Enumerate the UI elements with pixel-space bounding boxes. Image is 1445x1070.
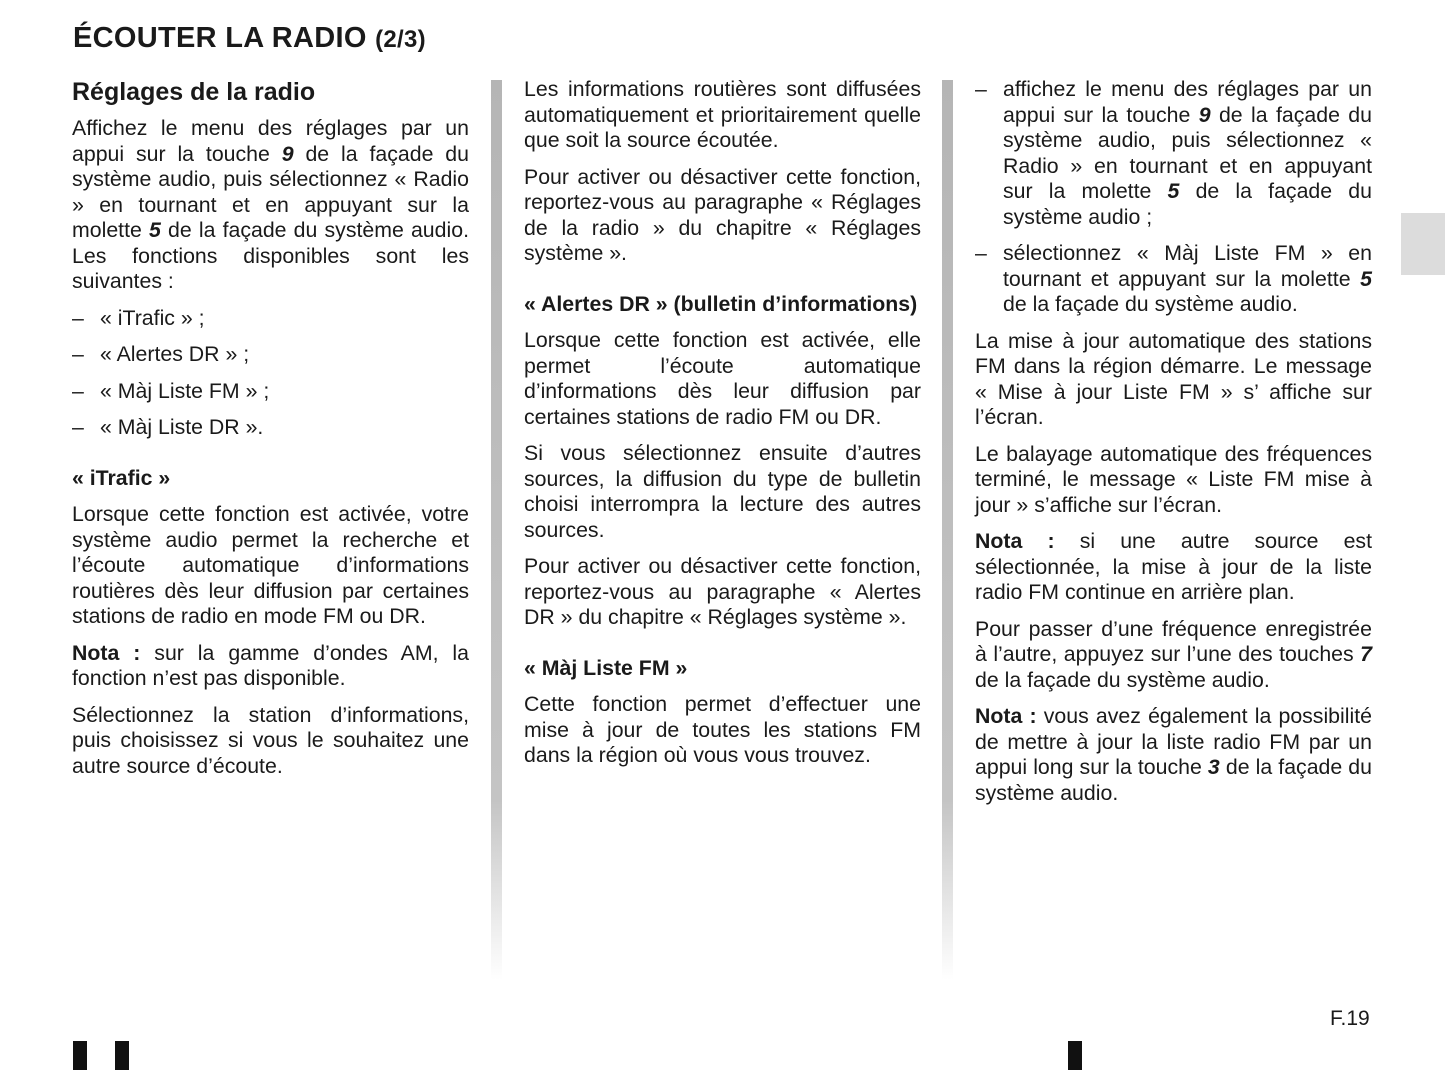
maj-fm-paragraph: Cette fonction permet d’effectuer une mise à jour de toutes les stations FM dans la région où vous vous trouvez.: [524, 692, 921, 767]
traffic-info-paragraph: Les informations routières sont diffusées automatiquement et prioritairement quelle que soit la source écoutée.: [524, 77, 921, 152]
nota-label: Nota :: [975, 529, 1055, 553]
step-item: – sélectionnez « Màj Liste FM » en tournant et appuyant sur la molette 5 de la façade du système audio.: [975, 241, 1372, 316]
crop-mark: [73, 1041, 87, 1070]
crop-mark: [115, 1041, 129, 1070]
crop-mark: [1068, 1041, 1082, 1070]
key-7: 7: [1360, 642, 1372, 666]
key-9: 9: [1198, 102, 1211, 127]
page-title-suffix: (2/3): [375, 26, 426, 53]
activate-alertes-paragraph: Pour activer ou désactiver cette fonction, reportez-vous au paragraphe « Alertes DR » du chapitre « Réglages système ».: [524, 554, 921, 629]
page-title-text: ÉCOUTER LA RADIO: [73, 22, 367, 54]
nota-paragraph: Nota : sur la gamme d’ondes AM, la fonction n’est pas disponible.: [72, 640, 469, 690]
page-number: F.19: [1330, 1007, 1370, 1030]
column-right: [975, 77, 1372, 817]
other-sources-paragraph: Si vous sélectionnez ensuite d’autres sources, la diffusion du type de bulletin choisi interrompra la lecture des autres sources.: [524, 441, 921, 542]
intro-paragraph: Affichez le menu des réglages par un appui sur la touche 9 de la façade du système audio, puis sélectionnez « Radio » en tournant et en appuyant sur la molette 5 de la façade du système audio. Les fonctions disponibles sont les suivantes :: [72, 116, 469, 293]
subheading-alertes-dr: « Alertes DR » (bulletin d’informations): [524, 291, 918, 316]
column-separator-right: [942, 80, 953, 980]
subheading-maj-liste-fm: « Màj Liste FM »: [524, 655, 688, 680]
column-separator-left: [491, 80, 502, 980]
activate-itrafic-paragraph: Pour activer ou désactiver cette fonction, reportez-vous au paragraphe « Réglages de la radio » du chapitre « Réglages système ».: [524, 164, 921, 265]
key-9: 9: [281, 141, 294, 166]
itrafic-paragraph: Lorsque cette fonction est activée, votre système audio permet la recherche et l’écoute automatique d’informations routières dès leur diffusion par certaines stations de radio en mode FM ou DR.: [72, 502, 469, 628]
column-left: [72, 77, 469, 790]
scan-complete-paragraph: Le balayage automatique des fréquences terminé, le message « Liste FM mise à jour » s’affiche sur l’écran.: [975, 441, 1372, 517]
preset-paragraph: Pour passer d’une fréquence enregistrée à l’autre, appuyez sur l’une des touches 7 de la façade du système audio.: [975, 616, 1372, 692]
key-3: 3: [1207, 755, 1220, 779]
subheading-itrafic: « iTrafic »: [72, 465, 171, 490]
nota-label: Nota :: [975, 704, 1037, 728]
select-station-paragraph: Sélectionnez la station d’informations, puis choisissez si vous le souhaitez une autre source d’écoute.: [72, 702, 469, 778]
alertes-paragraph: Lorsque cette fonction est activée, elle permet l’écoute automatique d’informations dès leur diffusion par certaines stations de radio FM ou DR.: [524, 328, 921, 429]
list-item: – « Màj Liste FM » ;: [72, 378, 270, 403]
step-item: – affichez le menu des réglages par un appui sur la touche 9 de la façade du système audio, puis sélectionnez « Radio » en tournant et en appuyant sur la molette 5 de la façade du système audio ;: [975, 77, 1372, 229]
nota-paragraph: Nota : si une autre source est sélectionnée, la mise à jour de la liste radio FM continue en arrière plan.: [975, 529, 1373, 604]
nota-paragraph: Nota : vous avez également la possibilité de mettre à jour la liste radio FM par un appui long sur la touche 3 de la façade du système audio.: [975, 704, 1372, 805]
key-5: 5: [1360, 266, 1372, 291]
chapter-tab-marker: [1401, 213, 1445, 275]
section-heading-reglages: Réglages de la radio: [72, 78, 316, 106]
auto-update-paragraph: La mise à jour automatique des stations FM dans la région démarre. Le message « Mise à jour Liste FM » s’ affiche sur l’écran.: [975, 328, 1372, 429]
key-5: 5: [149, 218, 161, 242]
key-5: 5: [1167, 179, 1180, 203]
page-title: [73, 22, 426, 55]
list-item: – « iTrafic » ;: [72, 305, 205, 330]
list-item: – « Alertes DR » ;: [72, 342, 250, 366]
column-middle: [524, 77, 921, 780]
list-item: – « Màj Liste DR ».: [72, 415, 264, 439]
nota-label: Nota :: [72, 640, 141, 665]
